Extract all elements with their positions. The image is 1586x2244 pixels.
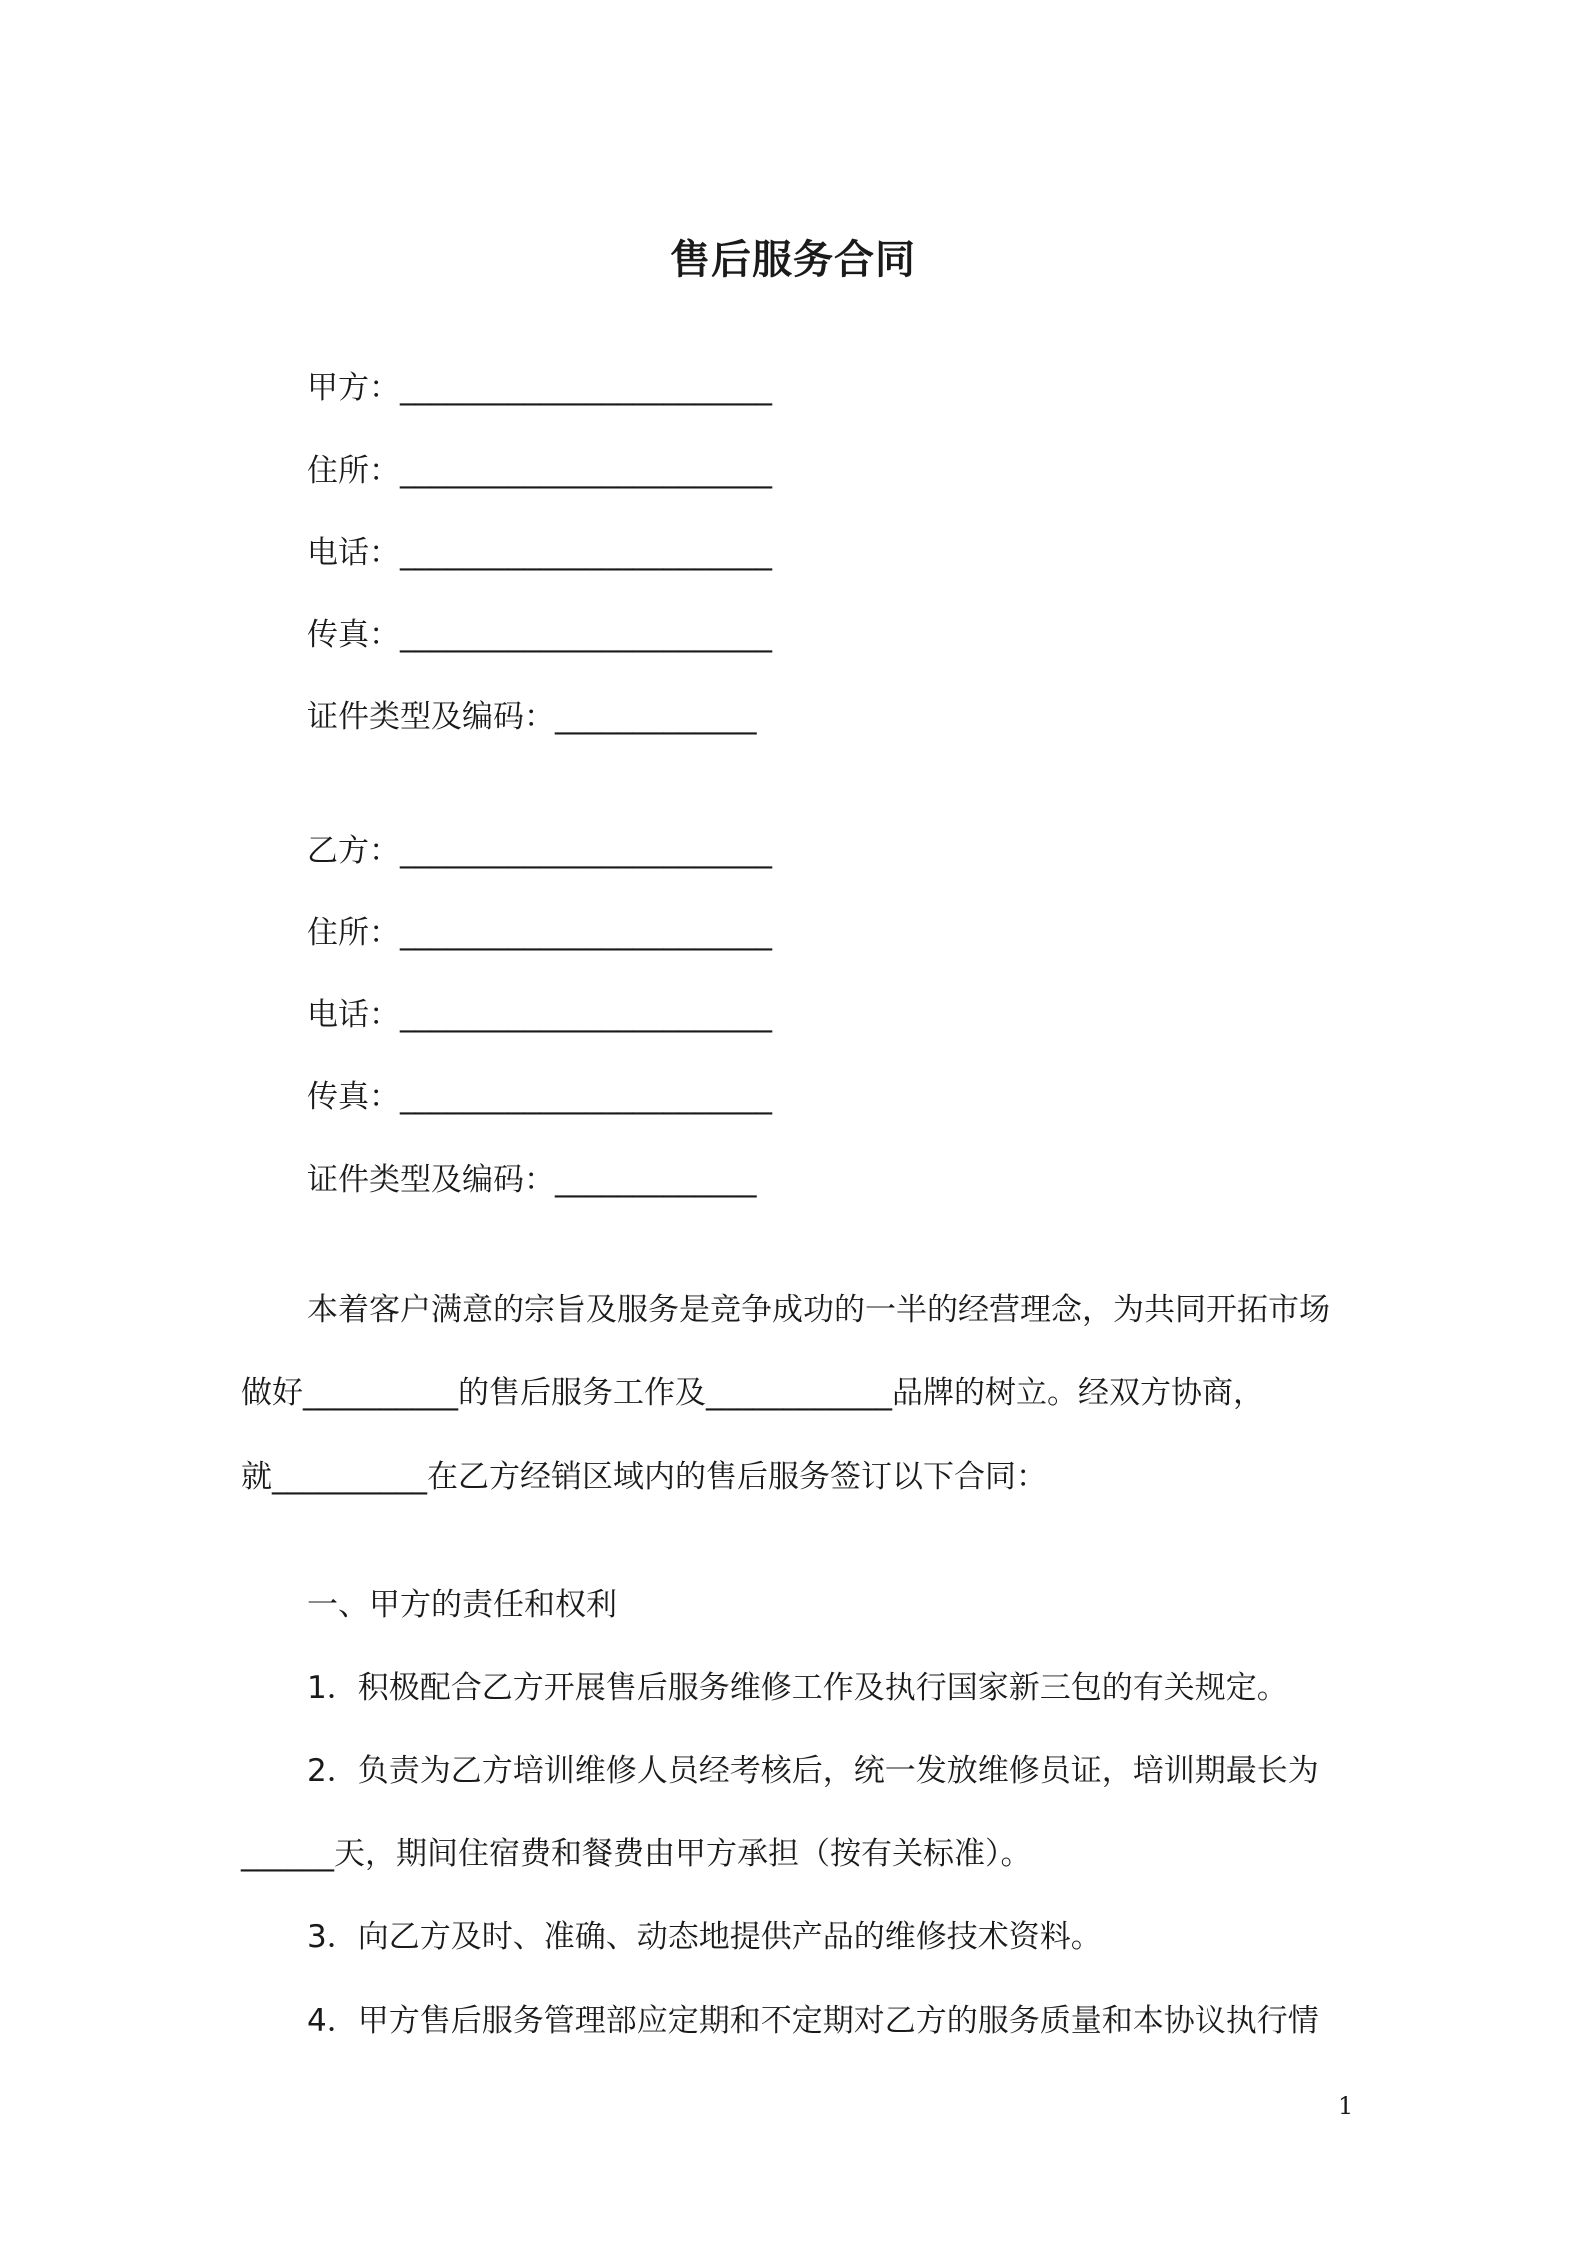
party-a-id-field: 证件类型及编码：_____________ — [307, 699, 757, 735]
party-b-phone-field: 电话：________________________ — [307, 997, 772, 1033]
party-b-fax-field: 传真：________________________ — [307, 1079, 772, 1115]
party-b-id-field: 证件类型及编码：_____________ — [307, 1162, 757, 1198]
intro-line-3: 就__________在乙方经销区域内的售后服务签订以下合同： — [241, 1459, 1047, 1495]
party-b-address-field: 住所：________________________ — [307, 915, 772, 951]
page-number: 1 — [1338, 2092, 1354, 2120]
party-b-name-field: 乙方：________________________ — [307, 833, 772, 869]
party-a-fax-field: 传真：________________________ — [307, 617, 772, 653]
section-1-heading: 一、甲方的责任和权利 — [307, 1587, 617, 1623]
intro-line-2: 做好__________的售后服务工作及____________品牌的树立。经双方协商， — [241, 1375, 1264, 1411]
section-1-item-2-line-1: 2．负责为乙方培训维修人员经考核后，统一发放维修员证，培训期最长为 — [307, 1753, 1319, 1789]
party-a-address-field: 住所：________________________ — [307, 453, 772, 489]
party-a-phone-field: 电话：________________________ — [307, 535, 772, 571]
section-1-item-4-line-1: 4．甲方售后服务管理部应定期和不定期对乙方的服务质量和本协议执行情 — [307, 2003, 1319, 2039]
section-1-item-1: 1．积极配合乙方开展售后服务维修工作及执行国家新三包的有关规定。 — [307, 1670, 1288, 1706]
document-title: 售后服务合同 — [670, 237, 916, 283]
section-1-item-3: 3．向乙方及时、准确、动态地提供产品的维修技术资料。 — [307, 1919, 1102, 1955]
intro-line-1: 本着客户满意的宗旨及服务是竞争成功的一半的经营理念，为共同开拓市场 — [307, 1292, 1330, 1328]
section-1-item-2-line-2: ______天，期间住宿费和餐费由甲方承担（按有关标准）。 — [241, 1836, 1032, 1872]
party-a-name-field: 甲方：________________________ — [307, 370, 772, 406]
